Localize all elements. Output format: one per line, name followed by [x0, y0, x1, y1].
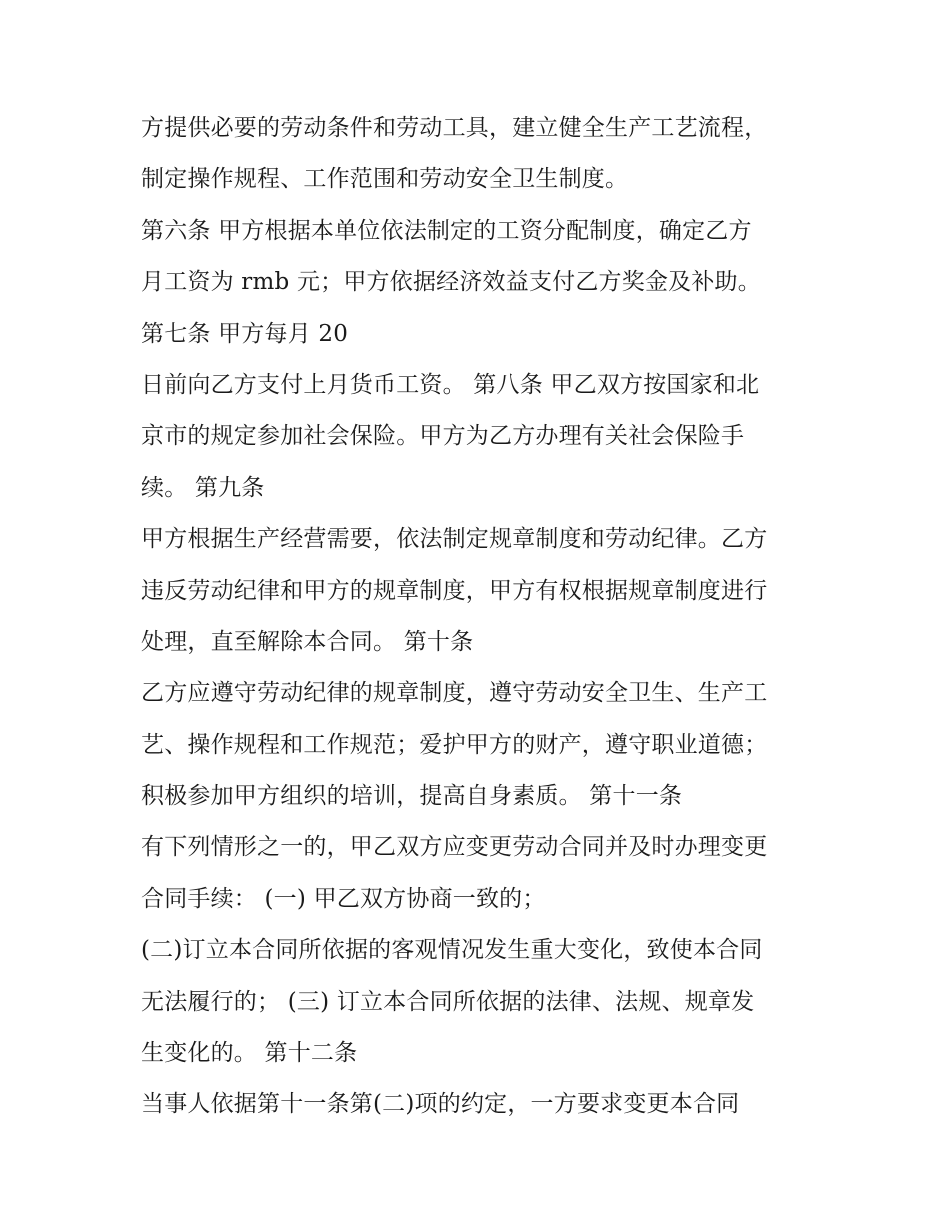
text-line: 方提供必要的劳动条件和劳动工具，建立健全生产工艺流程，: [141, 115, 768, 141]
text-line: 有下列情形之一的，甲乙双方应变更劳动合同并及时办理变更: [141, 834, 768, 861]
text-line: 处理，直至解除本合同。 第十条: [141, 628, 474, 655]
text-line: 艺、操作规程和工作规范；爱护甲方的财产，遵守职业道德；: [141, 731, 768, 758]
text-line: 第六条 甲方根据本单位依法制定的工资分配制度，确定乙方: [141, 217, 752, 244]
text-line: 月工资为 rmb 元；甲方依据经济效益支付乙方奖金及补助。: [141, 269, 761, 296]
text-line: 合同手续： (一) 甲乙双方协商一致的；: [141, 885, 546, 912]
text-line: 违反劳动纪律和甲方的规章制度，甲方有权根据规章制度进行: [141, 577, 768, 604]
contract-text-body: [141, 103, 821, 1131]
text-line: 当事人依据第十一条第(二)项的约定，一方要求变更本合同: [141, 1091, 740, 1118]
text-line: 乙方应遵守劳动纪律的规章制度，遵守劳动安全卫生、生产工: [141, 680, 768, 707]
text-line: 生变化的。 第十二条: [141, 1040, 358, 1067]
text-line: 积极参加甲方组织的培训，提高自身素质。 第十一条: [141, 783, 683, 810]
text-line: 无法履行的； (三) 订立本合同所依据的法律、法规、规章发: [141, 988, 755, 1015]
text-line: 续。 第九条: [141, 474, 265, 501]
text-line: (二)订立本合同所依据的客观情况发生重大变化，致使本合同: [141, 937, 763, 964]
text-line: 第七条 甲方每月 20: [141, 320, 349, 347]
text-line: 京市的规定参加社会保险。甲方为乙方办理有关社会保险手: [141, 423, 745, 450]
text-line: 甲方根据生产经营需要，依法制定规章制度和劳动纪律。乙方: [141, 526, 768, 553]
text-line: 制定操作规程、工作范围和劳动安全卫生制度。: [141, 166, 629, 193]
text-line: 日前向乙方支付上月货币工资。 第八条 甲乙双方按国家和北: [141, 371, 760, 398]
